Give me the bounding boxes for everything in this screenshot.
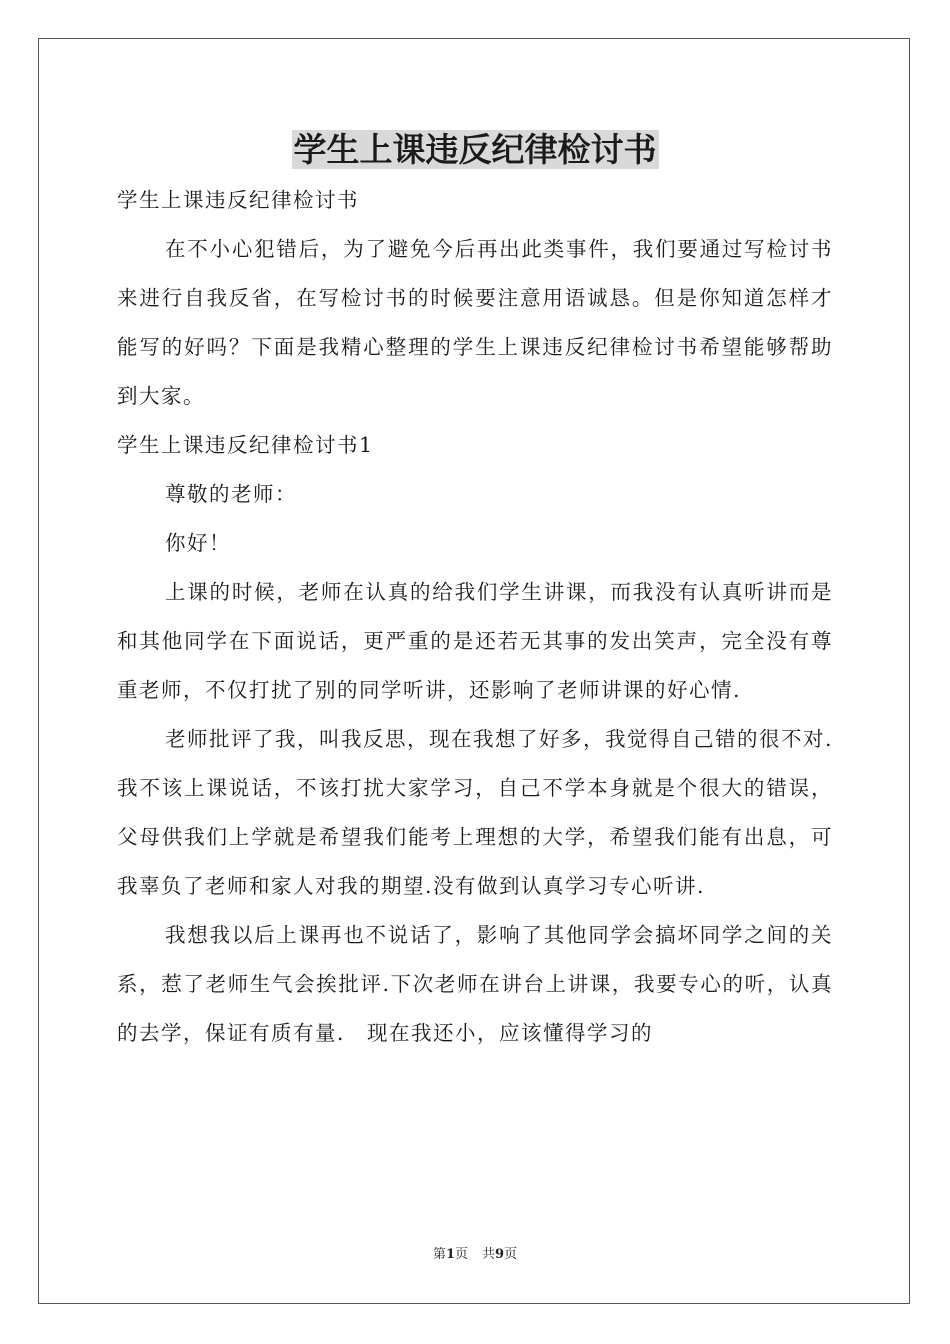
document-body (117, 176, 833, 1058)
subtitle-line: 学生上课违反纪律检讨书 (117, 188, 359, 212)
total-suffix: 页 (504, 1247, 518, 1262)
body-paragraph: 老师批评了我，叫我反思，现在我想了好多，我觉得自己错的很不对.我不该上课说话，不该打扰大家学习，自己不学本身就是个很大的错误，父母供我们上学就是希望我们能考上理想的大学，希望我们能有出息，可我辜负了老师和家人对我的期望.没有做到认真学习专心听讲. (117, 727, 834, 898)
page-suffix: 页 (454, 1247, 468, 1262)
total-pages: 9 (495, 1247, 505, 1262)
body-paragraph: 我想我以后上课再也不说话了，影响了其他同学会搞坏同学之间的关系，惹了老师生气会挨批评.下次老师在讲台上讲课，我要专心的听，认真的去学，保证有质有量． 现在我还小，应该懂得学习的 (117, 923, 833, 1045)
total-prefix: 共 (482, 1247, 496, 1262)
page-number: 1 (445, 1247, 455, 1262)
document-title-text: 学生上课违反纪律检讨书 (293, 130, 657, 169)
intro-paragraph: 在不小心犯错后，为了避免今后再出此类事件，我们要通过写检讨书来进行自我反省，在写检讨书的时候要注意用语诚恳。但是你知道怎样才能写的好吗？下面是我精心整理的学生上课违反纪律检讨书希望能够帮助到大家。 (117, 237, 833, 408)
greeting: 你好！ (165, 531, 231, 555)
salutation: 尊敬的老师： (165, 482, 297, 506)
section-heading: 学生上课违反纪律检讨书1 (117, 433, 374, 457)
body-paragraph: 上课的时候，老师在认真的给我们学生讲课，而我没有认真听讲而是和其他同学在下面说话，更严重的是还若无其事的发出笑声，完全没有尊重老师，不仅打扰了别的同学听讲，还影响了老师讲课的好心情. (117, 580, 833, 702)
document-title (0, 126, 950, 174)
page-prefix: 第 (432, 1247, 446, 1262)
page-footer (0, 1246, 950, 1264)
